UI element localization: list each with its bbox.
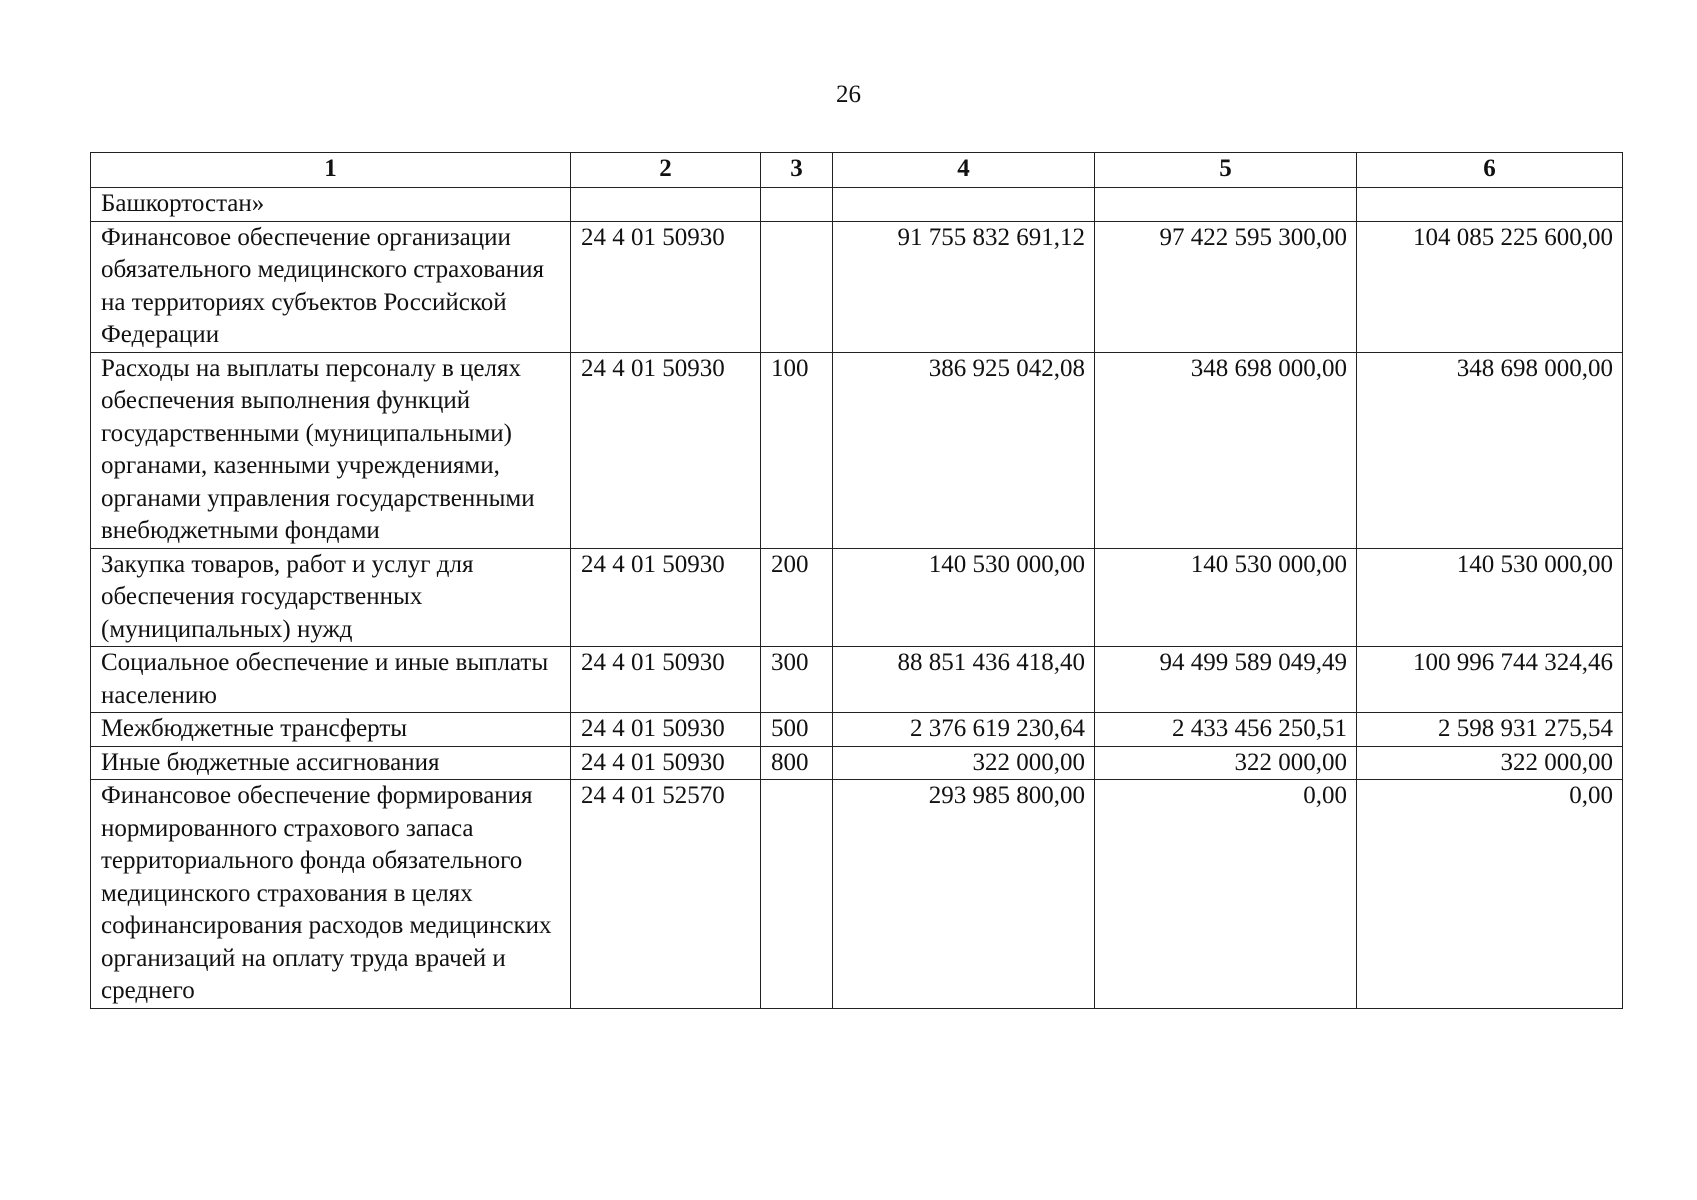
row-value-col5: 94 499 589 049,49 [1095, 647, 1357, 713]
header-col-1: 1 [91, 153, 571, 188]
table-row [91, 780, 1623, 1009]
row-name: Башкортостан» [91, 188, 571, 222]
row-type [761, 780, 833, 1009]
row-code: 24 4 01 50930 [571, 352, 761, 548]
row-name: Финансовое обеспечение организации обязательного медицинского страхования на территориях субъектов Российской Федерации [91, 221, 571, 352]
page-number: 26 [836, 81, 861, 108]
row-type: 100 [761, 352, 833, 548]
row-code: 24 4 01 50930 [571, 548, 761, 647]
table-row [91, 548, 1623, 647]
row-code: 24 4 01 50930 [571, 746, 761, 780]
row-name: Расходы на выплаты персоналу в целях обеспечения выполнения функций государственными (муниципальными) органами, казенными учреждениями, органами управления государственными внебюджетными фондами [91, 352, 571, 548]
row-type: 300 [761, 647, 833, 713]
row-value-col4: 293 985 800,00 [833, 780, 1095, 1009]
table-row [91, 221, 1623, 352]
row-type [761, 188, 833, 222]
row-value-col5: 322 000,00 [1095, 746, 1357, 780]
row-value-col6: 140 530 000,00 [1357, 548, 1623, 647]
row-name: Социальное обеспечение и иные выплаты населению [91, 647, 571, 713]
row-value-col4: 386 925 042,08 [833, 352, 1095, 548]
row-value-col6: 322 000,00 [1357, 746, 1623, 780]
row-value-col5: 140 530 000,00 [1095, 548, 1357, 647]
row-type: 200 [761, 548, 833, 647]
table-body [91, 188, 1623, 1009]
row-name: Иные бюджетные ассигнования [91, 746, 571, 780]
row-value-col4: 88 851 436 418,40 [833, 647, 1095, 713]
table-row [91, 352, 1623, 548]
row-value-col6: 2 598 931 275,54 [1357, 713, 1623, 747]
row-value-col5: 97 422 595 300,00 [1095, 221, 1357, 352]
header-col-4: 4 [833, 153, 1095, 188]
header-col-5: 5 [1095, 153, 1357, 188]
row-value-col5 [1095, 188, 1357, 222]
row-name: Финансовое обеспечение формирования нормированного страхового запаса территориального фонда обязательного медицинского страхования в целях софинансирования расходов медицинских организаций на оплату труда врачей и среднего [91, 780, 571, 1009]
row-code: 24 4 01 50930 [571, 713, 761, 747]
row-code: 24 4 01 50930 [571, 647, 761, 713]
table-row [91, 713, 1623, 747]
row-value-col4 [833, 188, 1095, 222]
header-col-3: 3 [761, 153, 833, 188]
table-row [91, 647, 1623, 713]
row-name: Закупка товаров, работ и услуг для обеспечения государственных (муниципальных) нужд [91, 548, 571, 647]
table-header [91, 153, 1623, 188]
row-type: 500 [761, 713, 833, 747]
row-value-col5: 0,00 [1095, 780, 1357, 1009]
row-value-col6: 0,00 [1357, 780, 1623, 1009]
row-code: 24 4 01 52570 [571, 780, 761, 1009]
row-value-col4: 91 755 832 691,12 [833, 221, 1095, 352]
row-value-col6: 100 996 744 324,46 [1357, 647, 1623, 713]
row-value-col5: 348 698 000,00 [1095, 352, 1357, 548]
header-col-6: 6 [1357, 153, 1623, 188]
budget-table [90, 152, 1623, 1009]
row-value-col6 [1357, 188, 1623, 222]
table-row [91, 746, 1623, 780]
header-row [91, 153, 1623, 188]
row-value-col5: 2 433 456 250,51 [1095, 713, 1357, 747]
row-value-col6: 104 085 225 600,00 [1357, 221, 1623, 352]
row-code [571, 188, 761, 222]
row-value-col4: 322 000,00 [833, 746, 1095, 780]
row-value-col4: 2 376 619 230,64 [833, 713, 1095, 747]
header-col-2: 2 [571, 153, 761, 188]
row-value-col6: 348 698 000,00 [1357, 352, 1623, 548]
row-type [761, 221, 833, 352]
table-row [91, 188, 1623, 222]
row-code: 24 4 01 50930 [571, 221, 761, 352]
row-name: Межбюджетные трансферты [91, 713, 571, 747]
row-type: 800 [761, 746, 833, 780]
row-value-col4: 140 530 000,00 [833, 548, 1095, 647]
